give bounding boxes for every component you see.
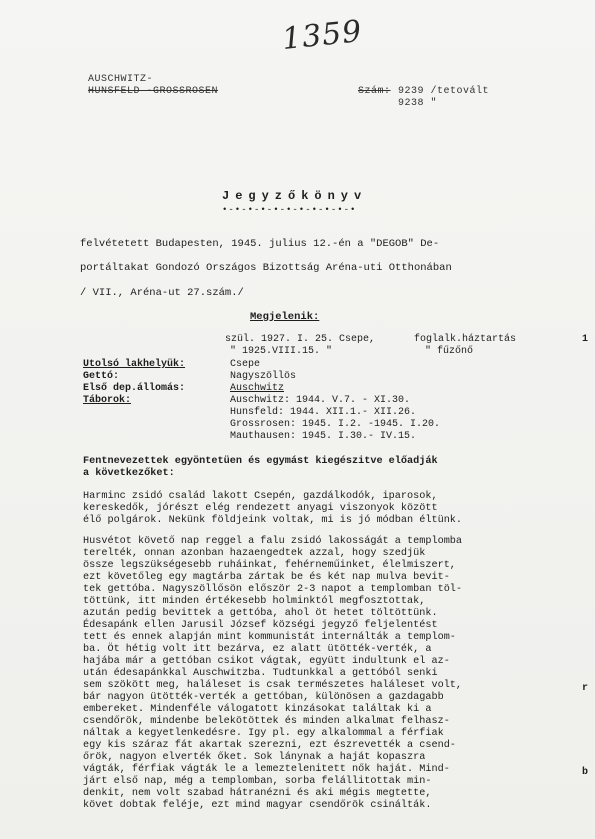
paragraph2-line-7: azután pedig bevittek a gettóba, ahol öt hetet töltöttünk. [83,608,438,619]
camp-row-3: Grossrosen: 1945. I.2. -1945. I.20. [230,419,441,430]
paragraph2-line-12: után édesapánkkal Auschwitzba. Tudtunkkal a gettóból senki [83,668,438,679]
paragraph2-line-21: járt első nap, még a templomban, sorba felállitottak min- [83,776,432,787]
last-residence-label: Utolsó lakhelyük: [83,359,186,370]
paragraph2-line-17: náltak a kegyetlenkedésre. Igy pl. egy alkalommal a férfiak [83,728,444,739]
person1-born: szül. 1927. I. 25. Csepe, [225,334,376,345]
paragraph1-line-2: kereskedők, jórészt elég rendezett anyagi viszonyok között [83,503,438,514]
paragraph2-line-11: hajába már a gettóban csikot vágtak, együtt indultunk el az- [83,656,450,667]
paragraph2-line-4: ezt követőleg egy magtárba zártak be és két nap mulva bevit- [83,572,450,583]
paragraph2-line-23: követ dobtak feléje, ezt mind magyar csendőrök csinálták. [83,800,432,811]
camp-row-1: Auschwitz: 1944. V.7. - XI.30. [230,395,411,406]
paragraph2-line-18: egy kis száraz fát akartak szerezni, ezt észrevették a csend- [83,740,456,751]
paragraph2-line-22: denkit, nem volt szabad hátranézni és aki mégis megtette, [83,788,432,799]
paragraph2-line-13: sem szökött meg, haláleset is csak természetes haláleset volt, [83,680,463,691]
statement-intro-2: a következőket: [83,468,175,479]
person2-occupation: " fűzőnő [425,346,474,357]
paragraph2-line-5: tek gettóba. Nagyszöllősön először 2-3 napot a templomban töl- [83,584,463,595]
number-label: Szám: [358,86,391,97]
last-residence-value: Csepe [230,359,261,370]
paragraph2-line-6: töttünk, itt minden értékesebb holminktól megfosztottak, [83,596,426,607]
paragraph2-line-14: bár nagyon ütötték-verték a gettóban, különösen a gazdagabb [83,692,444,703]
person1-occupation: foglalk.háztartás [414,334,517,345]
paragraph2-line-1: Husvétot követő nap reggel a falu zsidó lakosságát a templomba [83,536,463,547]
intro-line-2: portáltakat Gondozó Országos Bizottság Aréna-uti Otthonában [80,262,452,274]
appears-heading: Megjelenik: [250,311,320,323]
paragraph1-line-3: élő polgárok. Nekünk földjeink voltak, mi is jó módban éltünk. [83,515,463,526]
camp-stamp-line2: HUNSFELD -GROSSROSEN [88,86,219,97]
person2-born: " 1925.VIII.15. " [230,346,333,357]
first-station-label: Első dep.állomás: [83,383,186,394]
camps-label: Táborok: [83,395,132,406]
paragraph2-line-15: embereket. Mindenféle válogatott kinzásokat találtak ki a [83,704,432,715]
margin-mark-1: 1 [582,334,589,345]
paragraph2-line-20: vágták, férfiak vágták le a lemeztelenitett nők haját. Mind- [83,764,450,775]
camp-row-2: Hunsfeld: 1944. XII.1.- XII.26. [230,407,417,418]
first-station-value: Auschwitz [230,383,285,394]
paragraph2-line-3: össze legszükségesebb ruháinkat, fehérneműinket, élelmiszert, [83,560,456,571]
title-underline: •-•-•-•-•-•-•-•-•-•-• [222,205,357,215]
ghetto-label: Gettó: [83,371,120,382]
margin-mark-3: b [582,767,589,778]
intro-line-3: / VII., Aréna-ut 27.szám./ [80,287,244,299]
document-title: Jegyzőkönyv [222,189,368,203]
paragraph1-line-1: Harminc zsidó család lakott Csepén, gazdálkodók, iparosok, [83,491,438,502]
number-value-1: 9239 /tetovált [398,86,490,97]
number-value-2: 9238 " [398,98,438,109]
statement-intro-1: Fentnevezettek egyöntetüen és egymást kiegészitve előadják [83,456,438,467]
paragraph2-line-16: csendőrök, mindenbe belekötöttek és minden alkalmat felhasz- [83,716,450,727]
handwritten-file-number: 1359 [280,13,364,58]
paragraph2-line-10: ba. Öt hétig volt itt bezárva, ez alatt ütötték-verték, a [83,644,432,655]
margin-mark-2: r [582,683,589,694]
paragraph2-line-9: tett és ennek alapján mint kommunistát internálták a templom- [83,632,456,643]
paragraph2-line-2: terelték, onnan azonban hazaengedtek azzal, hogy szedjük [83,548,426,559]
paragraph2-line-19: őrök, nagyon elverték őket. Sok lánynak a haját kopaszra [83,752,426,763]
camp-stamp-line1: AUSCHWITZ- [88,74,154,85]
paragraph2-line-8: Édesapánk ellen Jarusil József községi jegyző feljelentést [83,620,438,631]
camp-row-4: Mauthausen: 1945. I.30.- IV.15. [230,431,417,442]
ghetto-value: Nagyszöllös [230,371,297,382]
intro-line-1: felvétetett Budapesten, 1945. julius 12.-én a "DEGOB" De- [80,238,440,250]
